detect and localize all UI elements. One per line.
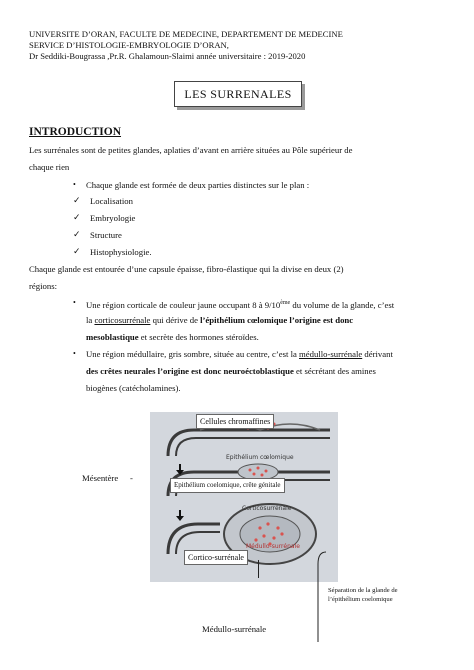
header-line-2: SERVICE D’HISTOLOGIE-EMBRYOLOGIE D’ORAN,	[29, 40, 229, 50]
intro-paragraph-line-1: Les surrénales sont de petites glandes, aplaties d’avant en arrière situées au Pôle supérieur de	[29, 145, 353, 155]
bullet-dot: •	[73, 180, 76, 189]
capsule-paragraph-line-2: régions:	[29, 281, 57, 291]
bullet-dot: •	[73, 298, 76, 307]
label-mesentere: Mésentère	[82, 473, 119, 483]
check-item-localisation: Localisation	[90, 196, 133, 206]
check-icon: ✓	[73, 246, 81, 256]
header-line-1: UNIVERSITE D’ORAN, FACULTE DE MEDECINE, DEPARTEMENT DE MEDECINE	[29, 29, 343, 39]
check-icon: ✓	[73, 229, 81, 239]
fig-label-epithelium: Epithélium cœlomique	[226, 454, 294, 461]
cortical-region-line-2: la corticosurrénale qui dérive de l’épithélium cœlomique l’origine est donc	[86, 315, 354, 325]
page-title: LES SURRENALES	[174, 81, 302, 107]
fig-label-medullosurrenale: Médullo-surrénale	[246, 543, 300, 550]
cortical-region-line-1: Une région corticale de couleur jaune occupant 8 à 9/10ème du volume de la glande, c’est	[86, 299, 395, 310]
medullary-region-line-2: des crêtes neurales l’origine est donc neuroéctoblastique et sécrétant des amines	[86, 366, 376, 376]
check-item-histophysiologie: Histophysiologie.	[90, 247, 152, 257]
header	[29, 29, 343, 62]
capsule-paragraph-line-1: Chaque glande est entourée d’une capsule épaisse, fibro-élastique qui la divise en deux (2)	[29, 264, 344, 274]
label-epithelium-crete-genitale: Epithélium coelomique, crête génitale	[170, 478, 285, 493]
intro-paragraph-line-2: chaque rien	[29, 162, 70, 172]
cortical-region-line-3: mesoblastique et secrète des hormones stéroïdes.	[86, 332, 259, 342]
check-icon: ✓	[73, 212, 81, 222]
label-cortico-surrenale: Cortico-surrénale	[184, 550, 248, 565]
separation-note: Séparation de la glande de l’épithélium coelomique	[328, 587, 398, 603]
header-line-3: Dr Seddiki-Bougrassa ,Pr.R. Ghalamoun-Slaimi année universitaire : 2019-2020	[29, 51, 306, 61]
check-item-embryologie: Embryologie	[90, 213, 136, 223]
medullary-region-line-3: biogènes (catécholamines).	[86, 383, 181, 393]
label-medullo-surrenale: Médullo-surrénale	[202, 624, 267, 634]
fig-label-corticosurrenale: Corticosurrénale	[242, 505, 292, 512]
bullet-structure-intro: Chaque glande est formée de deux parties distinctes sur le plan :	[86, 180, 310, 190]
label-cellules-chromaffines: Cellules chromaffines	[196, 414, 274, 429]
medullary-region-line-1: Une région médullaire, gris sombre, située au centre, c’est la médullo-surrénale dérivant	[86, 349, 393, 359]
separation-bracket	[310, 550, 330, 650]
cortico-pointer-line	[258, 560, 259, 578]
check-item-structure: Structure	[90, 230, 122, 240]
bullet-dot: •	[73, 349, 76, 358]
section-heading-introduction: INTRODUCTION	[29, 126, 122, 138]
mesentere-dash: -	[130, 473, 133, 483]
check-icon: ✓	[73, 195, 81, 205]
